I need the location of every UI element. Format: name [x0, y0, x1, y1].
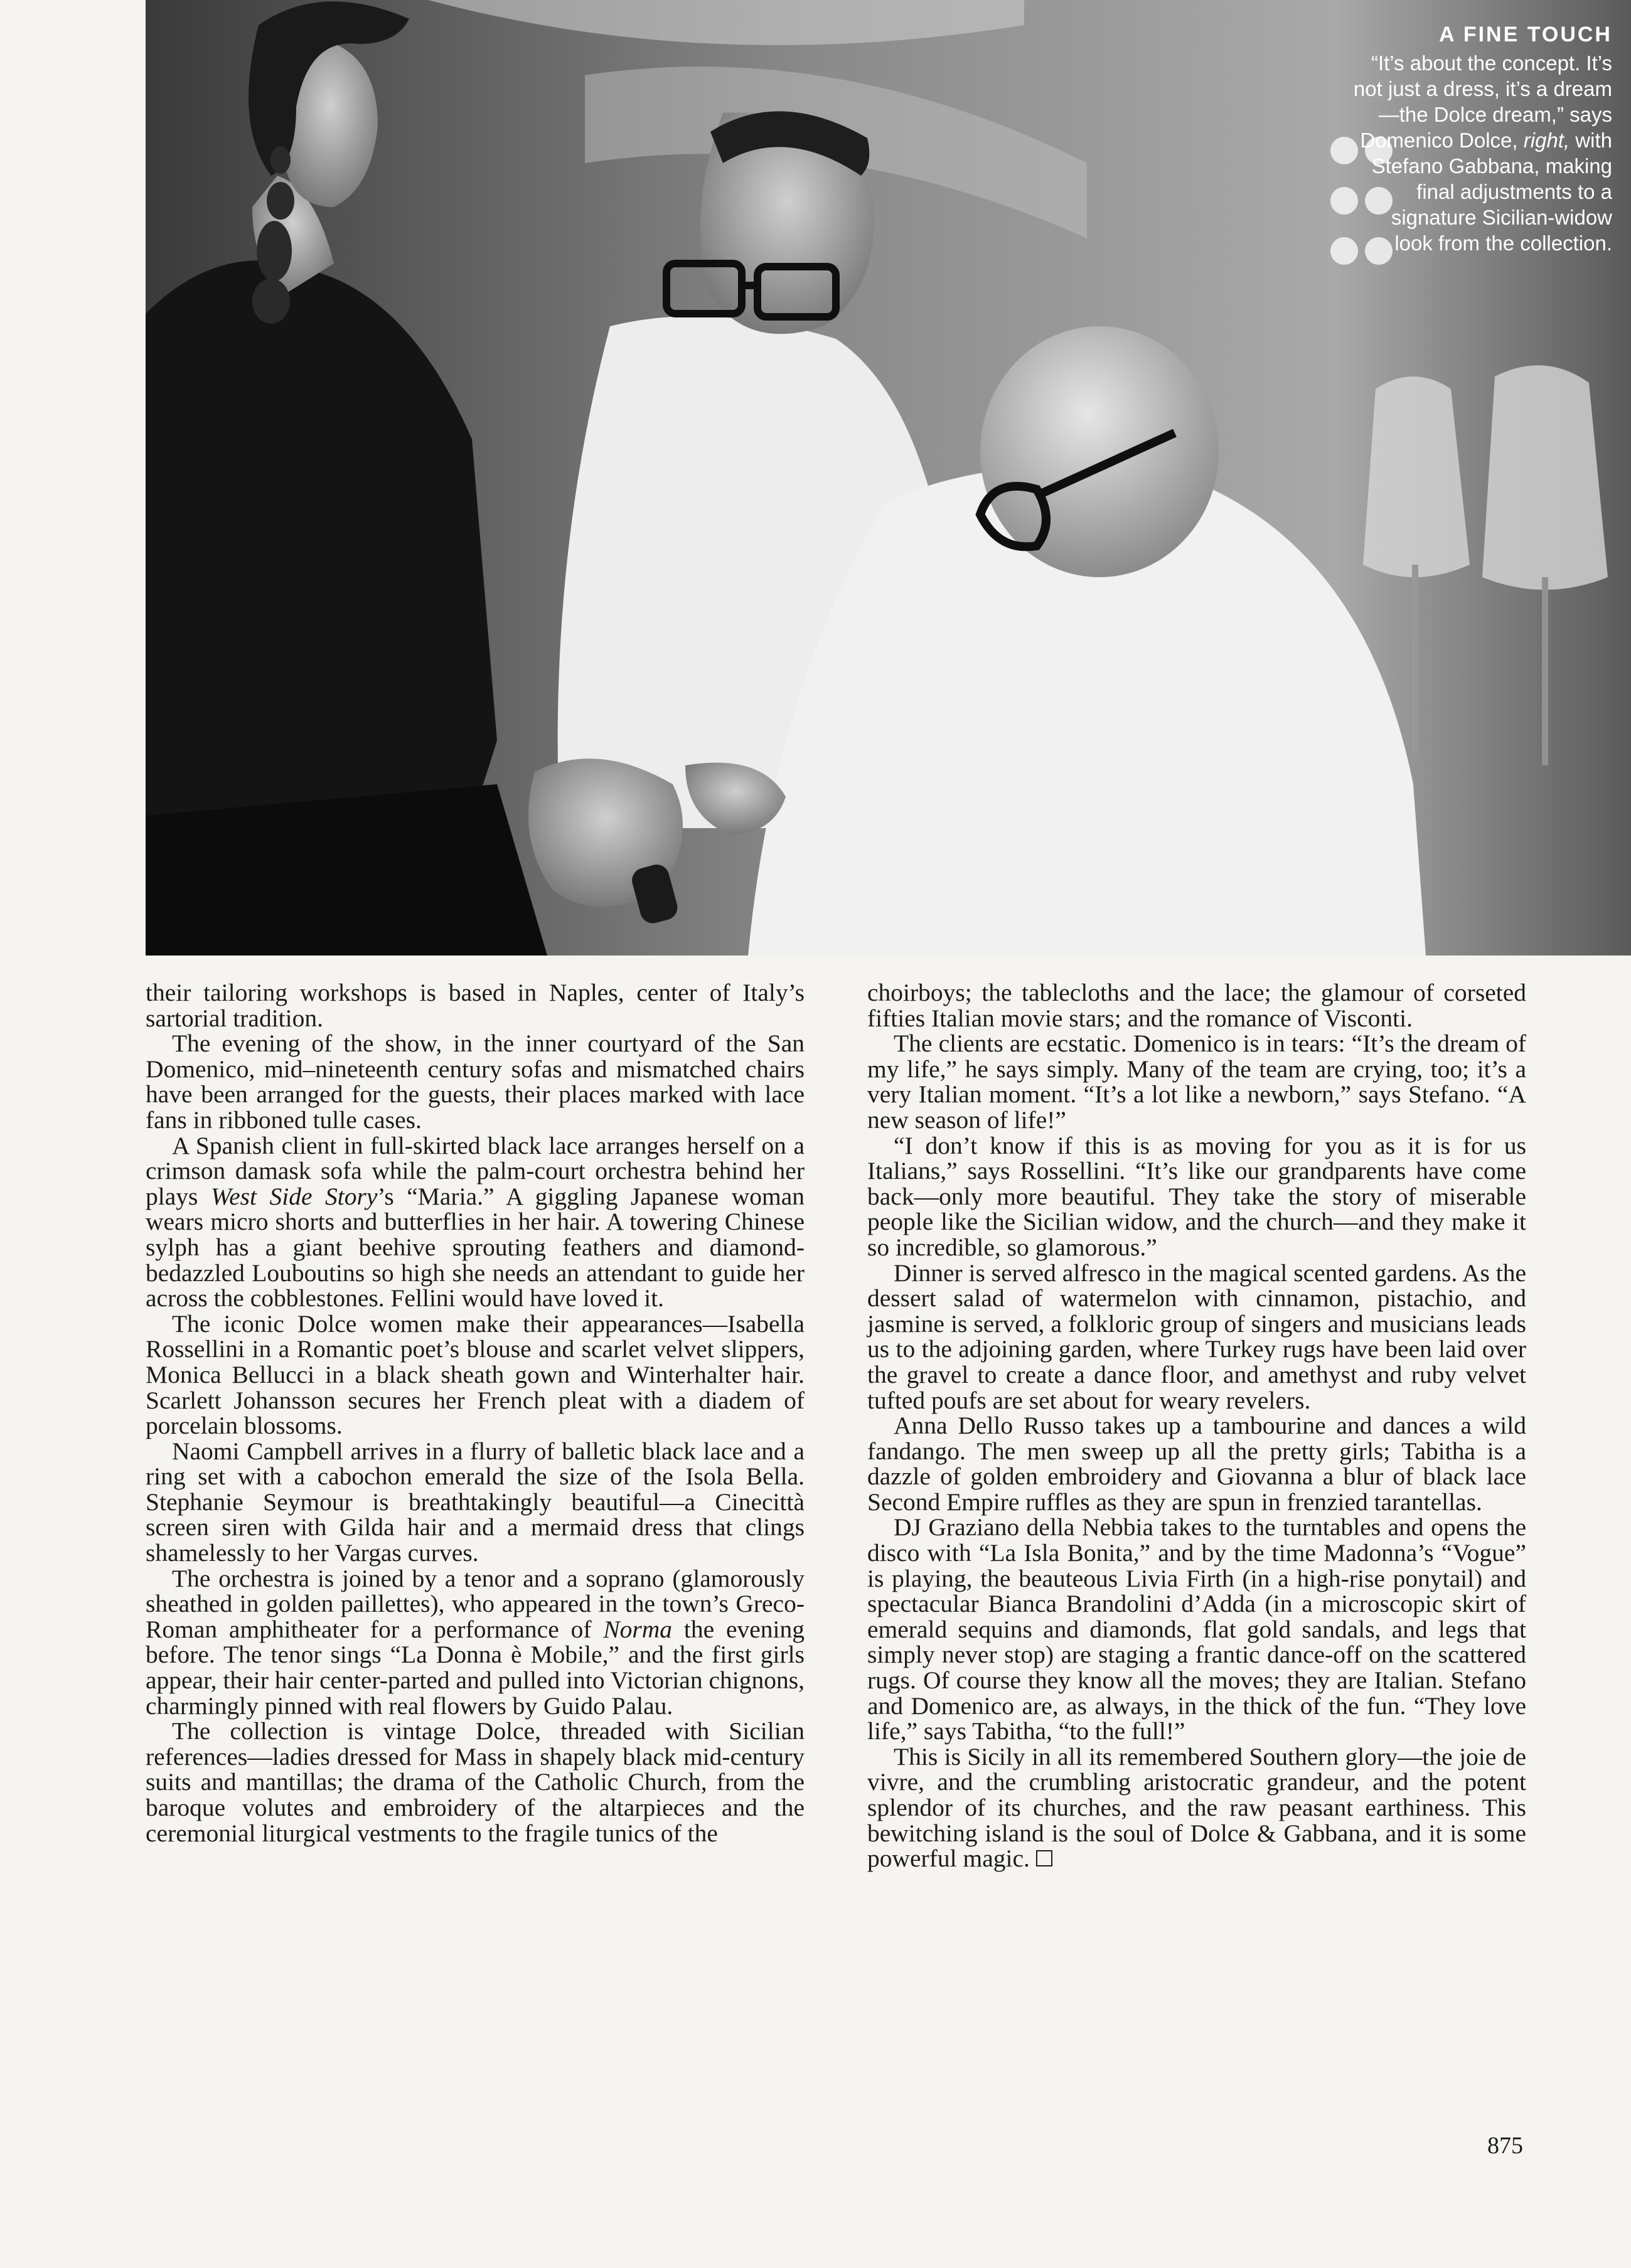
- paragraph: “I don’t know if this is as moving for you as it is for us Italians,” says Rossellini. “It’s like our grandparents have come back—only more beautiful. They take the story of miserable people like the Sicilian widow, and the church—and they make it so incredible, so glamorous.”: [867, 1131, 1526, 1261]
- paragraph: The iconic Dolce women make their appearances—Isabella Rossellini in a Romantic poet’s blouse and scarlet velvet slippers, Monica Bellucci in a black sheath gown and Winterhalter hair. Scarlett Johansson secures her French pleat with a diadem of porcelain blossoms.: [146, 1309, 805, 1440]
- end-mark-icon: [1036, 1850, 1052, 1866]
- text-run: A Spanish client in full-skirted black lace arranges herself on a crimson damask sofa while the palm-court orchestra behind her plays: [146, 1131, 805, 1210]
- paragraph: Dinner is served alfresco in the magical scented gardens. As the dessert salad of watermelon with cinnamon, pistachio, and jasmine is served, a folkloric group of singers and musicians leads us to the adjoining garden, where Turkey rugs have been laid over the gravel to create a dance floor, and amethyst and ruby velvet tufted poufs are set about for weary revelers.: [867, 1259, 1527, 1414]
- italic-title: Norma: [603, 1615, 673, 1643]
- page-number: 875: [1487, 2132, 1523, 2159]
- paragraph: The collection is vintage Dolce, threaded with Sicilian references—ladies dressed for Mass in shapely black mid-century suits and mantillas; the drama of the Catholic Church, from the baroque volutes and embroidery of the altarpieces and the ceremonial liturgical vestments to the fragile tunics of the: [146, 1717, 805, 1847]
- paragraph: The evening of the show, in the inner courtyard of the San Domenico, mid–nineteenth century sofas and mismatched chairs have been arranged for the guests, their places marked with lace fans in ribboned tulle cases.: [146, 1030, 805, 1134]
- text-run: the evening before. The tenor sings “La Donna è Mobile,” and the first girls appear, their hair center-parted and pulled into Victorian chignons, charmingly pinned with real flowers by Guido Palau.: [146, 1615, 805, 1720]
- left-column: [146, 980, 805, 1846]
- text-run: The orchestra is joined by a tenor and a soprano (glamorously sheathed in golden paillettes), who appeared in the town’s Greco-Roman amphitheater for a performance of: [146, 1564, 805, 1643]
- caption-body: [1349, 50, 1612, 256]
- editorial-photo: [146, 0, 1631, 956]
- text-run: This is Sicily in all its remembered Southern glory—the joie de vivre, and the crumbling aristocratic grandeur, and the potent splendor of its churches, and the raw peasant earthiness. This bewitching island is the soul of Dolce & Gabbana, and it is some powerful magic.: [867, 1742, 1526, 1873]
- paragraph: [146, 1566, 805, 1719]
- caption-text-1: “It’s about the concept. It’s not just a dress, it’s a dream—the Dolce dream,” says Domenico Dolce,: [1353, 51, 1612, 152]
- caption-italic: right,: [1523, 129, 1570, 152]
- right-column: [867, 980, 1526, 1871]
- paragraph: Anna Dello Russo takes up a tambourine and dances a wild fandango. The men sweep up all the pretty girls; Tabitha is a dazzle of golden embroidery and Giovanna a blur of black lace Second Empire ruffles as they are spun in frenzied tarantellas.: [867, 1412, 1526, 1516]
- paragraph: choirboys; the tablecloths and the lace; the glamour of corseted fifties Italian movie stars; and the romance of Visconti.: [867, 979, 1526, 1032]
- paragraph: The clients are ecstatic. Domenico is in tears: “It’s the dream of my life,” he says simply. Many of the team are crying, too; it’s a very Italian moment. “It’s a lot like a newborn,” says Stefano. “A new season of life!”: [867, 1030, 1526, 1134]
- paragraph: [146, 1133, 805, 1311]
- paragraph: DJ Graziano della Nebbia takes to the turntables and opens the disco with “La Isla Bonita,” and by the time Madonna’s “Vogue” is playing, the beauteous Livia Firth (in a high-rise ponytail) and spectacular Bianca Brandolini d’Adda (in a microscopic skirt of emerald sequins and diamonds, flat gold sandals, and legs that simply never stop) are staging a frantic dance-off on the scattered rugs. Of course they know all the moves; they are Italian. Stefano and Domenico are, as always, in the thick of the fun. “They love life,” says Tabitha, “to the full!”: [867, 1513, 1526, 1745]
- photo-caption: [1349, 21, 1612, 256]
- text-run: ’s “Maria.” A giggling Japanese woman wears micro shorts and butterflies in her hair. A towering Chinese sylph has a giant beehive sprouting feathers and diamond-bedazzled Louboutins so high she needs an attendant to guide her across the cobblestones. Fellini would have loved it.: [146, 1182, 805, 1312]
- paragraph: their tailoring workshops is based in Naples, center of Italy’s sartorial tradition.: [146, 979, 805, 1032]
- paragraph: [867, 1744, 1526, 1871]
- caption-title: A FINE TOUCH: [1439, 23, 1612, 46]
- italic-title: West Side Story: [210, 1182, 378, 1210]
- paragraph: Naomi Campbell arrives in a flurry of balletic black lace and a ring set with a cabochon emerald the size of the Isola Bella. Stephanie Seymour is breathtakingly beautiful—a Cinecittà screen siren with Gilda hair and a mermaid dress that clings shamelessly to her Vargas curves.: [146, 1437, 805, 1567]
- caption-text-2: with Stefano Gabbana, making final adjustments to a signature Sicilian-widow look from the collection.: [1371, 129, 1612, 255]
